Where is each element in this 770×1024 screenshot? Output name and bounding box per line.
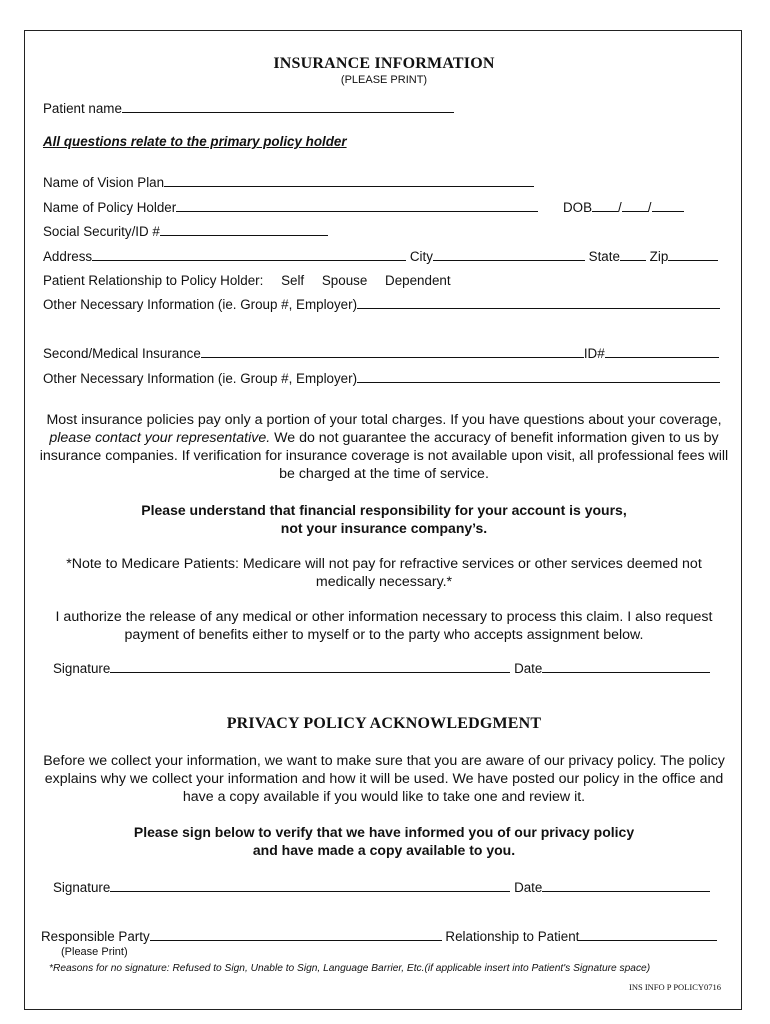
city-line[interactable] bbox=[433, 249, 585, 261]
vision-plan-line[interactable] bbox=[164, 175, 534, 187]
policy-holder-label: Name of Policy Holder bbox=[43, 200, 177, 215]
privacy-title: PRIVACY POLICY ACKNOWLEDGMENT bbox=[226, 715, 542, 732]
date-line[interactable] bbox=[542, 661, 710, 673]
second-insurance-row bbox=[43, 346, 719, 361]
dob-field[interactable]: DOB / / bbox=[563, 200, 684, 215]
state-line[interactable] bbox=[620, 249, 646, 261]
date-label-2: Date bbox=[514, 880, 543, 895]
coverage-text-italic: please contact your representative. bbox=[49, 430, 271, 446]
ssn-line[interactable] bbox=[160, 224, 328, 236]
other-info-line[interactable] bbox=[357, 297, 720, 309]
patient-name-label: Patient name bbox=[43, 101, 122, 116]
signature-label: Signature bbox=[53, 661, 111, 676]
signature-line[interactable] bbox=[110, 661, 510, 673]
relationship-option-dependent[interactable]: Dependent bbox=[385, 273, 451, 288]
signature-line-2[interactable] bbox=[110, 880, 510, 892]
second-insurance-label: Second/Medical Insurance bbox=[43, 346, 201, 361]
privacy-signature-row bbox=[53, 880, 710, 895]
financial-responsibility-note bbox=[25, 501, 743, 537]
financial-line-1: Please understand that financial responsibility for your account is yours, bbox=[141, 502, 627, 518]
other-info-field-2[interactable] bbox=[43, 371, 720, 386]
responsible-party-row bbox=[41, 929, 717, 944]
other-info-label: Other Necessary Information (ie. Group #, Employer) bbox=[43, 297, 358, 312]
date-label: Date bbox=[514, 661, 543, 676]
vision-plan-field[interactable] bbox=[43, 175, 534, 190]
authorization-text: I authorize the release of any medical or other information necessary to process this claim. I also request payment of benefits either to myself or to the party who accepts assignment below. bbox=[55, 609, 713, 643]
other-info-field[interactable] bbox=[43, 297, 720, 312]
form-code: INS INFO P POLICY0716 bbox=[629, 982, 722, 992]
dob-month-line[interactable] bbox=[592, 200, 618, 212]
city-label: City bbox=[409, 249, 433, 264]
id-line[interactable] bbox=[605, 346, 719, 358]
state-label: State bbox=[588, 249, 620, 264]
patient-name-field[interactable] bbox=[43, 101, 454, 116]
coverage-text-a: Most insurance policies pay only a portion of your total charges. If you have questions about your coverage, bbox=[46, 412, 722, 428]
relationship-to-patient-line[interactable] bbox=[579, 929, 717, 941]
relationship-label: Patient Relationship to Policy Holder: bbox=[43, 273, 264, 288]
privacy-paragraph: Before we collect your information, we want to make sure that you are aware of our privacy policy. The policy explains why we collect your information and how it will be used. We have posted our policy in the office and have a copy available if you would like to take one and review it. bbox=[43, 753, 725, 805]
primary-holder-note: All questions relate to the primary policy holder bbox=[43, 134, 347, 149]
address-line[interactable] bbox=[92, 249, 406, 261]
patient-name-line[interactable] bbox=[122, 101, 454, 113]
signature-label-2: Signature bbox=[53, 880, 111, 895]
dob-day-line[interactable] bbox=[622, 200, 648, 212]
dob-label: DOB bbox=[563, 200, 593, 215]
id-label: ID# bbox=[583, 346, 605, 361]
page-title: INSURANCE INFORMATION bbox=[273, 55, 495, 72]
dob-year-line[interactable] bbox=[652, 200, 684, 212]
other-info-line-2[interactable] bbox=[357, 371, 720, 383]
insurance-form-page bbox=[24, 30, 742, 1010]
vision-plan-label: Name of Vision Plan bbox=[43, 175, 165, 190]
relationship-option-spouse[interactable]: Spouse bbox=[321, 273, 368, 288]
relationship-row bbox=[43, 273, 451, 288]
ssn-field[interactable] bbox=[43, 224, 328, 239]
reasons-footnote: *Reasons for no signature: Refused to Sign, Unable to Sign, Language Barrier, Etc.(if applicable insert into Patient's Signature space) bbox=[49, 963, 651, 974]
policy-holder-field[interactable] bbox=[43, 200, 538, 215]
coverage-text-b: We do not guarantee the accuracy of benefit information given to us by insurance companies. If verification for insurance coverage is not available upon visit, all professional fees will be charged at the time of service. bbox=[39, 430, 729, 482]
coverage-paragraph bbox=[37, 411, 731, 483]
privacy-sign-line-1: Please sign below to verify that we have informed you of our privacy policy bbox=[133, 824, 635, 840]
financial-line-2: not your insurance company’s. bbox=[280, 520, 488, 536]
address-row bbox=[43, 249, 718, 264]
address-label: Address bbox=[43, 249, 93, 264]
zip-line[interactable] bbox=[668, 249, 718, 261]
zip-label: Zip bbox=[649, 249, 669, 264]
signature-row bbox=[53, 661, 710, 676]
ssn-label: Social Security/ID # bbox=[43, 224, 160, 239]
privacy-sign-note bbox=[25, 823, 743, 859]
policy-holder-line[interactable] bbox=[176, 200, 538, 212]
relationship-to-patient-label: Relationship to Patient bbox=[445, 929, 580, 944]
responsible-party-label: Responsible Party bbox=[41, 929, 150, 944]
relationship-option-self[interactable]: Self bbox=[281, 273, 305, 288]
other-info-label-2: Other Necessary Information (ie. Group #, Employer) bbox=[43, 371, 358, 386]
privacy-sign-line-2: and have made a copy available to you. bbox=[252, 842, 516, 858]
responsible-party-line[interactable] bbox=[150, 929, 442, 941]
please-print-note-2: (Please Print) bbox=[61, 946, 128, 958]
please-print-note: (PLEASE PRINT) bbox=[340, 74, 428, 86]
second-insurance-line[interactable] bbox=[201, 346, 584, 358]
date-line-2[interactable] bbox=[542, 880, 710, 892]
medicare-note: *Note to Medicare Patients: Medicare will not pay for refractive services or other services deemed not medically necessary.* bbox=[66, 556, 702, 590]
